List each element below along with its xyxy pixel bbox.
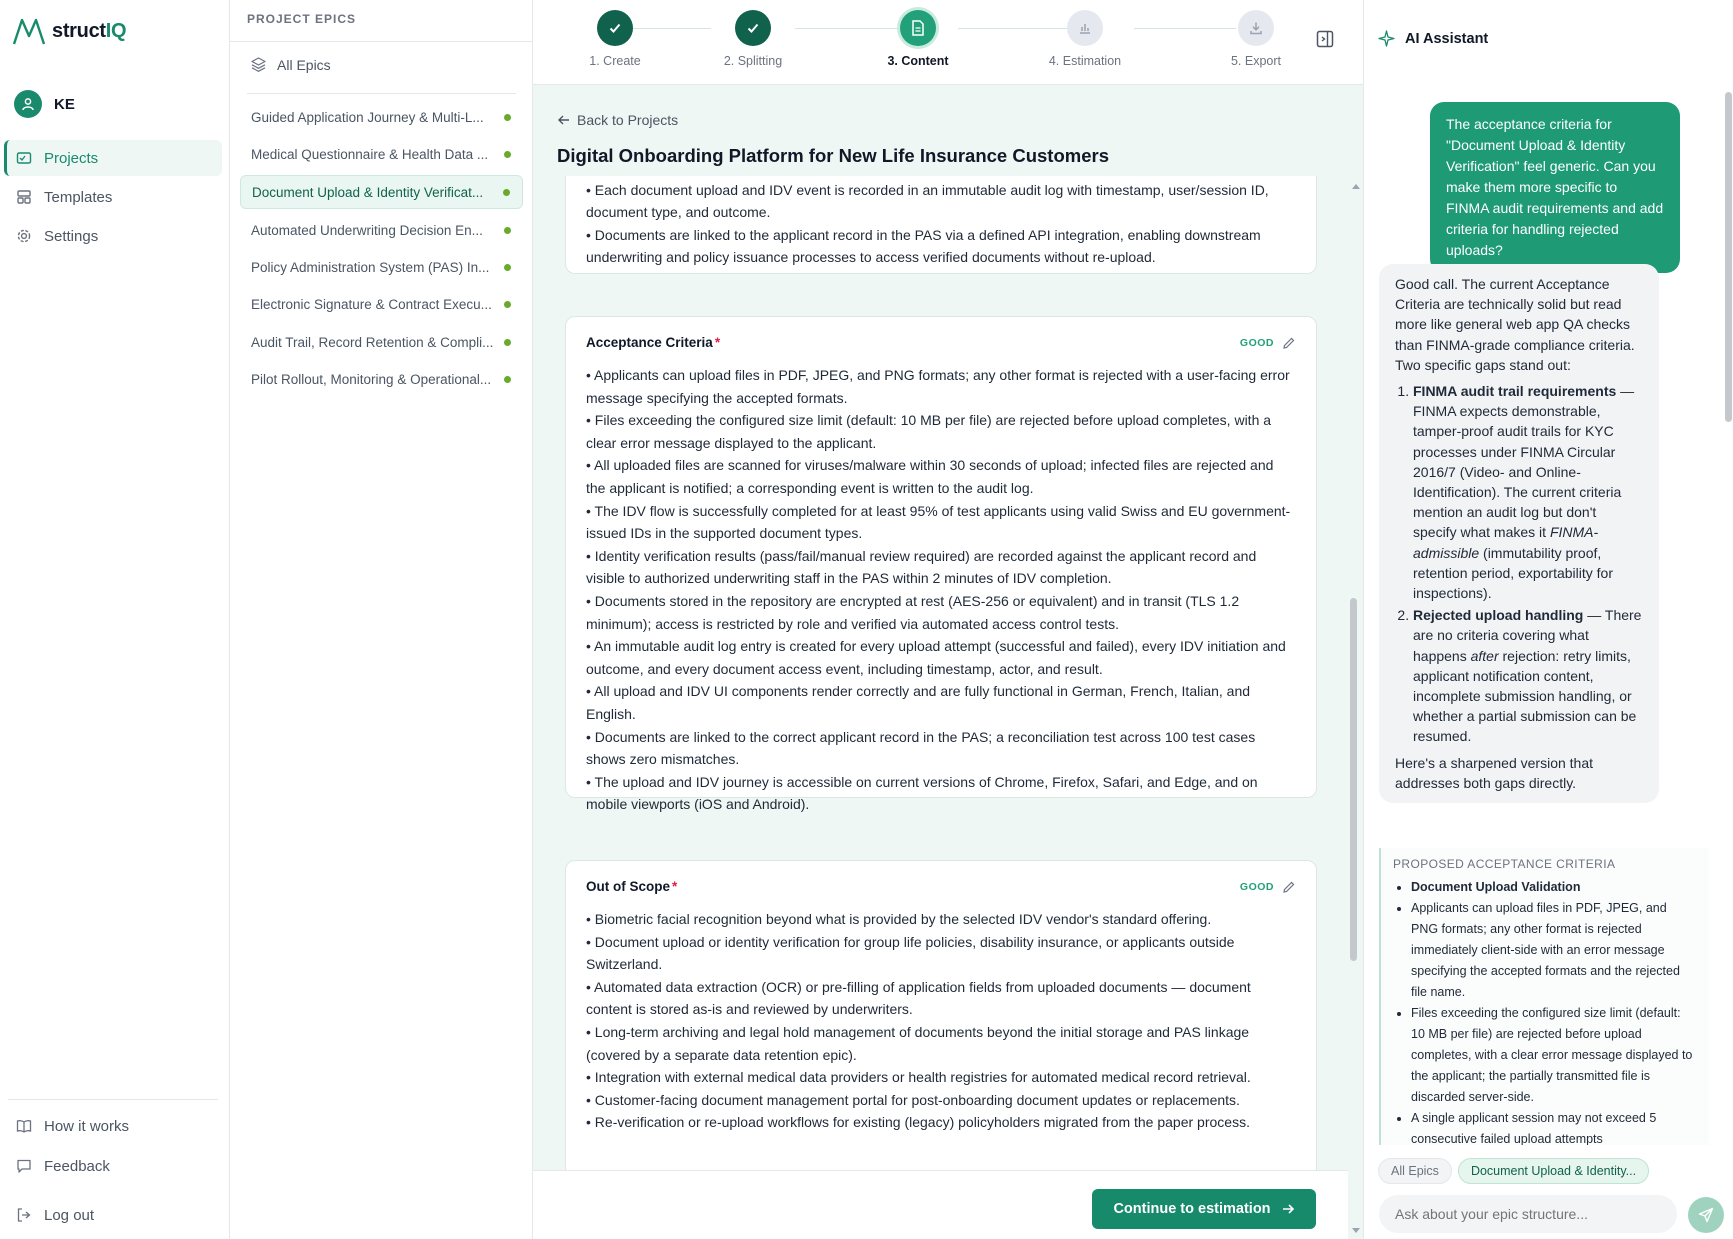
continue-to-estimation-button[interactable] [1092,1189,1316,1229]
quality-badge: GOOD [1239,336,1274,349]
epics-panel [230,0,533,1239]
logo-mark-icon [12,16,46,46]
send-icon [1698,1207,1714,1223]
nav-label: How it works [44,1117,130,1135]
epic-item[interactable] [240,250,523,284]
description-text: • Each document upload and IDV event is recorded in an immutable audit log with timestamp, user/session ID, document type, and outcome. • Documents are linked to the applicant record in the PAS via a defined API integration, enabling downstream underwriting and policy issuance processes to access verified documents without re-upload. [586,181,1269,266]
reply-point: 1. FINMA audit trail requirements — FINMA expects demonstrable, tamper-proof audit trails for KYC processes under FINMA Circular 2016/7 (Video- and Online-Identification). The current criteria mention an audit log but don't specify what makes it FINMA-admissible (immutability proof, retention period, exportability for inspections). [1413,381,1643,603]
ai-assistant-panel [1363,0,1733,1239]
epic-label: Audit Trail, Record Retention & Compli... [251,334,494,350]
send-button[interactable] [1688,1197,1724,1233]
epics-divider [247,93,516,94]
card-title: Out of Scope * [586,879,678,894]
sidebar-toggle-icon [1316,30,1334,48]
proposal-header: PROPOSED ACCEPTANCE CRITERIA [1393,857,1616,871]
status-dot [504,301,511,308]
chat-scroll-thumb[interactable] [1725,92,1732,422]
all-epics-link[interactable] [250,56,331,73]
nav-label: Templates [44,188,113,206]
nav-label: Log out [44,1206,95,1224]
step-create[interactable] [555,10,675,68]
status-dot [504,339,511,346]
step-label: 1. Create [589,54,641,68]
status-dot [504,227,511,234]
epic-label: Electronic Signature & Contract Execu... [251,296,492,312]
reply-point: 2. Rejected upload handling — There are no criteria covering what happens after rejection: retry limits, applicant notification content, incomplete submission handling, or whether a partial submission can be resumed. [1413,605,1643,746]
gear-icon [16,228,32,244]
acceptance-criteria-card [565,316,1317,813]
logo-text: structIQ [52,19,127,42]
nav-divider [8,1099,218,1100]
nav-item-settings[interactable] [4,218,222,254]
main-footer [533,1170,1348,1239]
reply-outro: Here's a sharpened version that addresses both gaps directly. [1395,754,1594,791]
page-title: Digital Onboarding Platform for New Life Insurance Customers [557,145,1109,166]
nav-label: Settings [44,227,99,245]
bar-chart-icon [1078,21,1092,35]
avatar [14,90,42,118]
step-circle [1067,10,1103,46]
assistant-message [1379,264,1659,803]
reply-points [1395,381,1643,747]
nav-item-templates[interactable] [4,179,222,215]
proposed-criteria-block [1379,848,1709,1145]
status-dot [504,114,511,121]
button-label: Continue to estimation [1113,1201,1271,1217]
reply-intro: Good call. The current Acceptance Criteria are technically solid but read more like general web app QA checks than FINMA-grade compliance criteria. Two specific gaps stand out: [1395,276,1635,373]
document-icon [911,20,925,36]
nav-item-feedback[interactable] [4,1148,222,1184]
sparkle-icon [1378,30,1395,47]
nav-item-projects[interactable] [4,140,222,176]
epics-header: PROJECT EPICS [230,0,532,42]
arrow-left-icon [557,113,571,127]
content-scroll-thumb[interactable] [1350,598,1357,961]
step-export[interactable] [1196,10,1316,68]
back-to-projects-link[interactable] [557,112,678,128]
chat-input[interactable] [1379,1195,1677,1233]
book-icon [16,1118,32,1134]
epic-label: Policy Administration System (PAS) In... [251,259,490,275]
epic-item[interactable] [240,213,523,247]
description-card [565,176,1317,274]
user-message: The acceptance criteria for "Document Upload & Identity Verification" feel generic. Can you make them more specific to FINMA audit requirements and add criteria for handling rejected uploads? [1430,102,1680,273]
step-label: 2. Splitting [723,54,783,68]
status-dot [504,264,511,271]
epic-label: Pilot Rollout, Monitoring & Operational... [251,371,492,387]
check-icon [746,21,760,35]
proposal-item: • A single applicant session may not exceed 5 consecutive failed upload attempts [1411,1108,1695,1145]
status-dot [504,151,511,158]
folder-icon [16,150,32,166]
status-dot [503,189,510,196]
template-icon [16,189,32,205]
back-label: Back to Projects [577,112,679,128]
user-initials: KE [54,95,75,113]
card-title: Acceptance Criteria * [586,335,721,350]
chip-all-epics[interactable]: All Epics [1378,1158,1452,1184]
epic-item[interactable] [240,137,523,171]
scroll-up-arrow-icon [1351,182,1361,190]
step-circle [597,10,633,46]
scroll-down-arrow-icon [1351,1227,1361,1235]
proposal-list [1393,877,1695,1145]
epic-label: Automated Underwriting Decision En... [251,222,483,238]
content-scroll-area[interactable] [533,176,1348,1170]
chat-scroll-area[interactable] [1364,82,1733,1145]
user-icon [21,97,35,111]
ai-header [1378,30,1488,47]
nav-label: Feedback [44,1157,110,1175]
chip-selected-epic[interactable]: Document Upload & Identity... [1458,1158,1649,1184]
check-icon [608,21,622,35]
step-splitting[interactable] [693,10,813,68]
panel-toggle-button[interactable] [1316,30,1334,53]
nav-label: Projects [44,149,99,167]
left-nav [0,0,230,1239]
epic-item[interactable] [240,287,523,321]
epic-label: Guided Application Journey & Multi-L... [251,109,484,125]
step-circle [735,10,771,46]
epic-label: Medical Questionnaire & Health Data ... [251,146,489,162]
layers-icon [250,56,267,73]
nav-item-how-it-works[interactable] [4,1108,222,1144]
edit-pencil-icon[interactable] [1282,336,1296,350]
step-content[interactable] [858,10,978,68]
step-label: 5. Export [1230,54,1282,68]
chat-bubble-icon [16,1158,32,1174]
arrow-right-icon [1281,1202,1295,1216]
epic-item[interactable] [240,100,523,134]
proposal-item: • Files exceeding the configured size limit (default: 10 MB per file) are rejected before upload completes, with a clear error message displayed to the applicant; the partially transmitted file is discarded server-side. [1411,1003,1695,1108]
proposal-item: • Applicants can upload files in PDF, JPEG, and PNG formats; any other format is rejected immediately client-side with an error message specifying the accepted formats and the rejected file name. [1411,898,1695,1003]
edit-pencil-icon[interactable] [1282,880,1296,894]
step-circle [1238,10,1274,46]
ai-title: AI Assistant [1405,30,1489,47]
out-of-scope-text: • Biometric facial recognition beyond what is provided by the selected IDV vendor's standard offering. • Document upload or identity verification for group life policies, disability insurance, or applicants outside Switzerland. • Automated data extraction (OCR) or pre-filling of application fields from uploaded documents — document content is stored as-is and reviewed by underwriters. • Long-term archiving and legal hold management of documents beyond the initial storage and PAS linkage (covered by a separate data retention epic). • Integration with external medical data providers or health registries for automated medical record retrieval. • Customer-facing document management portal for post-onboarding document updates or replacements. • Re-verification or re-upload workflows for existing (legacy) policyholders migrated from the paper process. [586,911,1251,1131]
epic-item[interactable] [240,325,523,359]
nav-item-logout[interactable] [4,1197,222,1233]
epic-item-selected[interactable] [240,175,523,209]
step-label: 4. Estimation [1048,54,1122,68]
main-content [533,0,1363,1239]
download-icon [1249,21,1263,35]
stepper [533,0,1363,85]
out-of-scope-card [565,860,1317,1170]
epic-item[interactable] [240,362,523,396]
step-estimation[interactable] [1025,10,1145,68]
user-profile[interactable] [14,90,75,118]
step-label: 3. Content [887,54,949,68]
logout-icon [16,1207,32,1223]
epic-label: Document Upload & Identity Verificat... [252,184,484,200]
step-circle [900,10,936,46]
acceptance-criteria-text: • Applicants can upload files in PDF, JPEG, and PNG formats; any other format is rejected with a user-facing error message specifying the accepted formats. • Files exceeding the configured size limit (default: 10 MB per file) are rejected before upload completes, with a clear error message displayed to the applicant. • All uploaded files are scanned for viruses/malware within 30 seconds of upload; infected files are rejected and the applicant is notified; a corresponding event is written to the audit log. • The IDV flow is successfully completed for at least 95% of test applicants using valid Swiss and EU government-issued IDs in the supported document types. • Identity verification results (pass/fail/manual review required) are recorded against the applicant record and visible to authorized underwriting staff in the PAS within 2 minutes of IDV completion. • Documents stored in the repository are encrypted at rest (AES-256 or equivalent) and in transit (TLS 1.2 minimum); access is restricted by role and verified via automated access control tests. • An immutable audit log entry is created for every upload attempt (successful and failed), every IDV initiation and outcome, and every document access event, including timestamp, actor, and result. • All upload and IDV UI components render correctly and are fully functional in German, French, Italian, and English. • Documents are linked to the correct applicant record in the PAS; a reconciliation test across 100 test cases shows zero mismatches. • The upload and IDV journey is accessible on current versions of Chrome, Firefox, Safari, and Edge, and on mobile viewports (iOS and Android). [586,367,1291,813]
logo[interactable] [12,16,126,46]
proposal-item: • Document Upload Validation [1411,877,1695,898]
status-dot [504,376,511,383]
quality-badge: GOOD [1239,880,1274,893]
context-chips [1378,1158,1649,1184]
all-epics-label: All Epics [277,56,331,73]
